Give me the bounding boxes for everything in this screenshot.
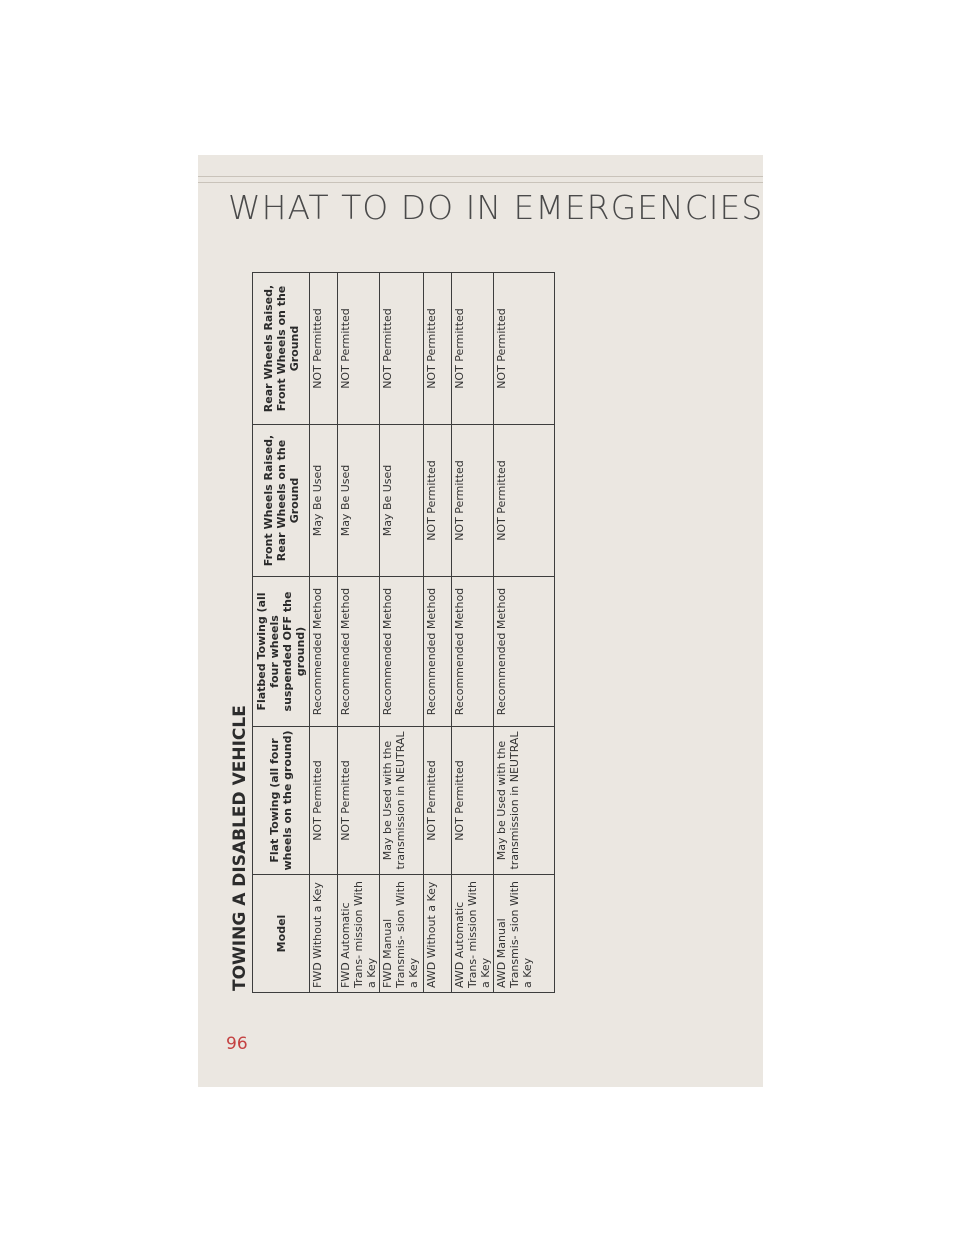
- cell-front-raised: May Be Used: [310, 425, 338, 577]
- cell-front-raised: May Be Used: [380, 425, 424, 577]
- cell-flatbed-towing: Recommended Method: [452, 577, 494, 727]
- towing-table: [252, 272, 555, 993]
- header-rule-bottom: [198, 182, 763, 183]
- cell-flatbed-towing: Recommended Method: [494, 577, 555, 727]
- cell-front-raised: NOT Permitted: [452, 425, 494, 577]
- cell-front-raised: NOT Permitted: [424, 425, 452, 577]
- table-header-row: [253, 273, 310, 993]
- cell-flat-towing: May be Used with the transmission in NEUTRAL: [380, 727, 424, 875]
- cell-rear-raised: NOT Permitted: [494, 273, 555, 425]
- cell-flatbed-towing: Recommended Method: [310, 577, 338, 727]
- column-header-flat-towing: Flat Towing (all four wheels on the ground): [253, 727, 310, 875]
- towing-heading: TOWING A DISABLED VEHICLE: [230, 705, 250, 991]
- cell-flatbed-towing: Recommended Method: [380, 577, 424, 727]
- cell-model: AWD Automatic Trans- mission With a Key: [452, 875, 494, 993]
- cell-flatbed-towing: Recommended Method: [424, 577, 452, 727]
- cell-flat-towing: May be Used with the transmission in NEUTRAL: [494, 727, 555, 875]
- cell-rear-raised: NOT Permitted: [310, 273, 338, 425]
- cell-flat-towing: NOT Permitted: [452, 727, 494, 875]
- table-row: [494, 273, 555, 993]
- table-row: [338, 273, 380, 993]
- table-row: [380, 273, 424, 993]
- column-header-front-raised: Front Wheels Raised, Rear Wheels on the Ground: [253, 425, 310, 577]
- table-row: [424, 273, 452, 993]
- cell-model: FWD Without a Key: [310, 875, 338, 993]
- column-header-rear-raised: Rear Wheels Raised, Front Wheels on the Ground: [253, 273, 310, 425]
- column-header-flatbed-towing: Flatbed Towing (all four wheels suspended OFF the ground): [253, 577, 310, 727]
- cell-rear-raised: NOT Permitted: [452, 273, 494, 425]
- cell-flat-towing: NOT Permitted: [338, 727, 380, 875]
- table-row: [310, 273, 338, 993]
- page-number: 96: [226, 1034, 248, 1054]
- table-row: [452, 273, 494, 993]
- cell-rear-raised: NOT Permitted: [338, 273, 380, 425]
- manual-page: [198, 155, 763, 1087]
- cell-flatbed-towing: Recommended Method: [338, 577, 380, 727]
- cell-flat-towing: NOT Permitted: [310, 727, 338, 875]
- cell-front-raised: NOT Permitted: [494, 425, 555, 577]
- cell-rear-raised: NOT Permitted: [380, 273, 424, 425]
- cell-flat-towing: NOT Permitted: [424, 727, 452, 875]
- header-rule-top: [198, 176, 763, 177]
- cell-model: FWD Automatic Trans- mission With a Key: [338, 875, 380, 993]
- cell-front-raised: May Be Used: [338, 425, 380, 577]
- cell-model: AWD Manual Transmis- sion With a Key: [494, 875, 555, 993]
- column-header-model: Model: [253, 875, 310, 993]
- cell-rear-raised: NOT Permitted: [424, 273, 452, 425]
- cell-model: FWD Manual Transmis- sion With a Key: [380, 875, 424, 993]
- section-title: WHAT TO DO IN EMERGENCIES: [228, 188, 764, 227]
- cell-model: AWD Without a Key: [424, 875, 452, 993]
